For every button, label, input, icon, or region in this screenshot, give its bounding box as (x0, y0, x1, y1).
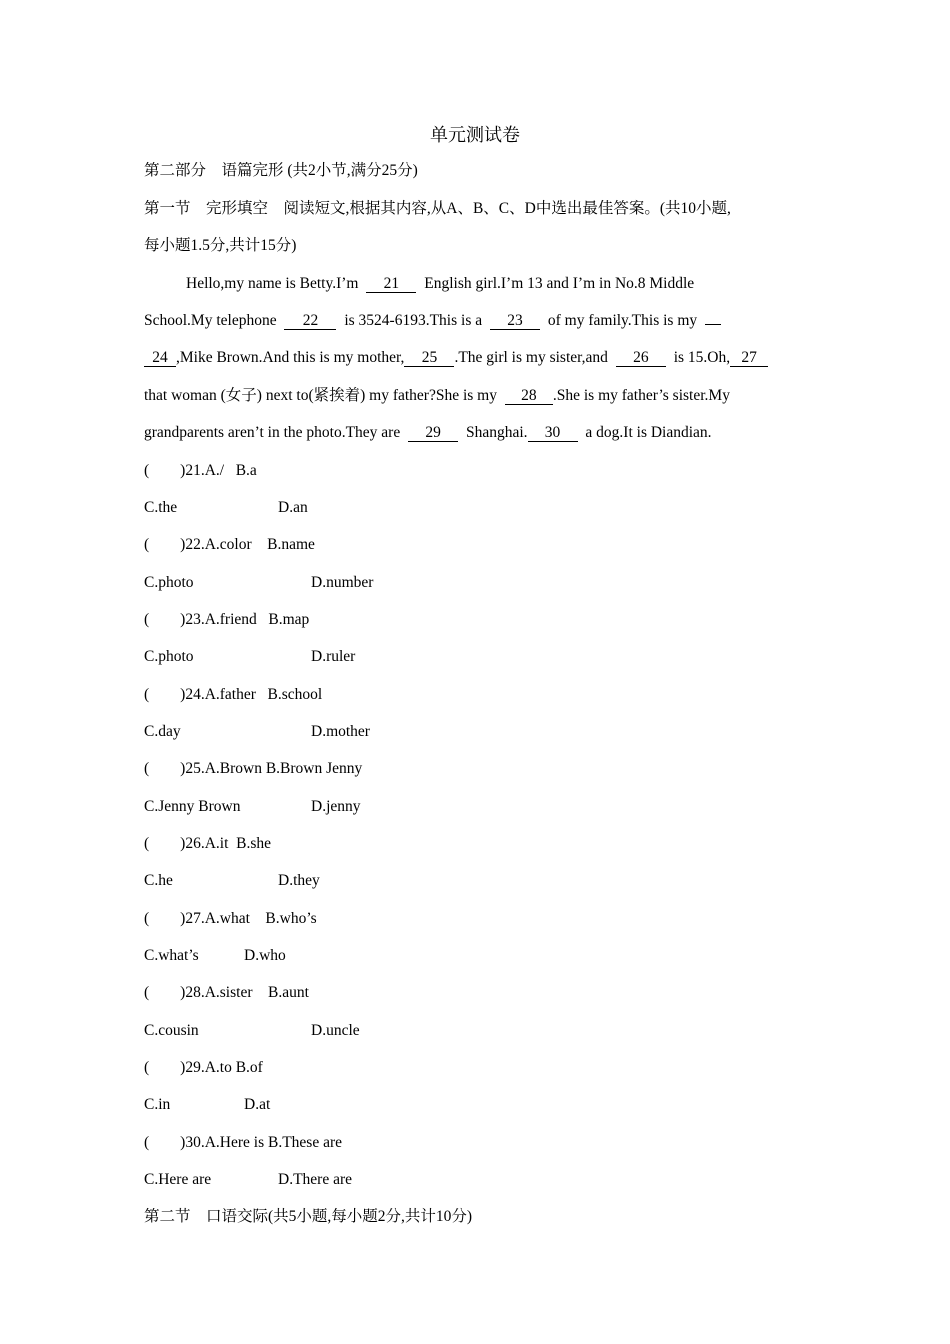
question-29: ( )29.A.to B.of (144, 1059, 263, 1076)
question-25: ( )25.A.Brown B.Brown Jenny (144, 760, 363, 777)
question-25-option-d: D.jenny (311, 798, 361, 815)
blank-24-lead (705, 324, 721, 325)
blank-23: 23 (490, 312, 540, 330)
question-30-option-d: D.There are (278, 1171, 353, 1188)
question-25-option-c: C.Jenny Brown (144, 798, 241, 815)
question-26-option-c: C.he (144, 872, 173, 889)
question-28-option-d: D.uncle (311, 1022, 360, 1039)
question-24-option-c: C.day (144, 723, 181, 740)
section1-heading-cont: 每小题1.5分,共计15分) (144, 237, 297, 254)
question-24: ( )24.A.father B.school (144, 686, 323, 703)
question-22-option-d: D.number (311, 574, 374, 591)
question-23: ( )23.A.friend B.map (144, 611, 310, 628)
question-26-option-d: D.they (278, 872, 320, 889)
blank-27: 27 (730, 349, 768, 367)
question-23-option-d: D.ruler (311, 648, 356, 665)
blank-21: 21 (366, 275, 416, 293)
question-22-option-c: C.photo (144, 574, 194, 591)
part2-heading: 第二部分 语篇完形 (共2小节,满分25分) (144, 162, 418, 179)
blank-28: 28 (505, 387, 553, 405)
section2-heading: 第二节 口语交际(共5小题,每小题2分,共计10分) (144, 1208, 473, 1225)
section1-heading: 第一节 完形填空 阅读短文,根据其内容,从A、B、C、D中选出最佳答案。(共10小题, (144, 200, 731, 217)
question-21: ( )21.A./ B.a (144, 462, 257, 479)
blank-22: 22 (284, 312, 336, 330)
question-24-option-d: D.mother (311, 723, 370, 740)
question-28-option-c: C.cousin (144, 1022, 199, 1039)
question-29-option-d: D.at (244, 1096, 271, 1113)
question-23-option-c: C.photo (144, 648, 194, 665)
question-21-option-d: D.an (278, 499, 308, 516)
question-26: ( )26.A.it B.she (144, 835, 272, 852)
passage-line-5: grandparents aren’t in the photo.They are 29 Shanghai. 30 a dog.It is Diandian. (144, 424, 712, 441)
question-27-option-c: C.what’s (144, 947, 199, 964)
question-30-option-c: C.Here are (144, 1171, 212, 1188)
question-27-option-d: D.who (244, 947, 286, 964)
question-21-options-cd: C.the (144, 499, 178, 516)
blank-29: 29 (408, 424, 458, 442)
passage-line-2: School.My telephone 22 is 3524-6193.This is a 23 of my family.This is my (144, 311, 721, 331)
question-27: ( )27.A.what B.who’s (144, 910, 317, 927)
blank-26: 26 (616, 349, 666, 367)
passage-line-4: that woman (女子) next to(紧挨着) my father?She is my 28 .She is my father’s sister.My (144, 387, 730, 404)
blank-25: 25 (404, 349, 454, 367)
question-29-option-c: C.in (144, 1096, 171, 1113)
question-22: ( )22.A.color B.name (144, 536, 315, 553)
blank-30: 30 (528, 424, 578, 442)
passage-line-1: Hello,my name is Betty.I’m 21 English girl.I’m 13 and I’m in No.8 Middle (186, 275, 695, 292)
question-28: ( )28.A.sister B.aunt (144, 984, 309, 1001)
blank-24: 24 (144, 349, 176, 367)
question-30: ( )30.A.Here is B.These are (144, 1134, 343, 1151)
passage-line-3: 24 ,Mike Brown.And this is my mother, 25 .The girl is my sister,and 26 is 15.Oh, 27 (144, 348, 768, 368)
page-title: 单元测试卷 (430, 125, 520, 145)
